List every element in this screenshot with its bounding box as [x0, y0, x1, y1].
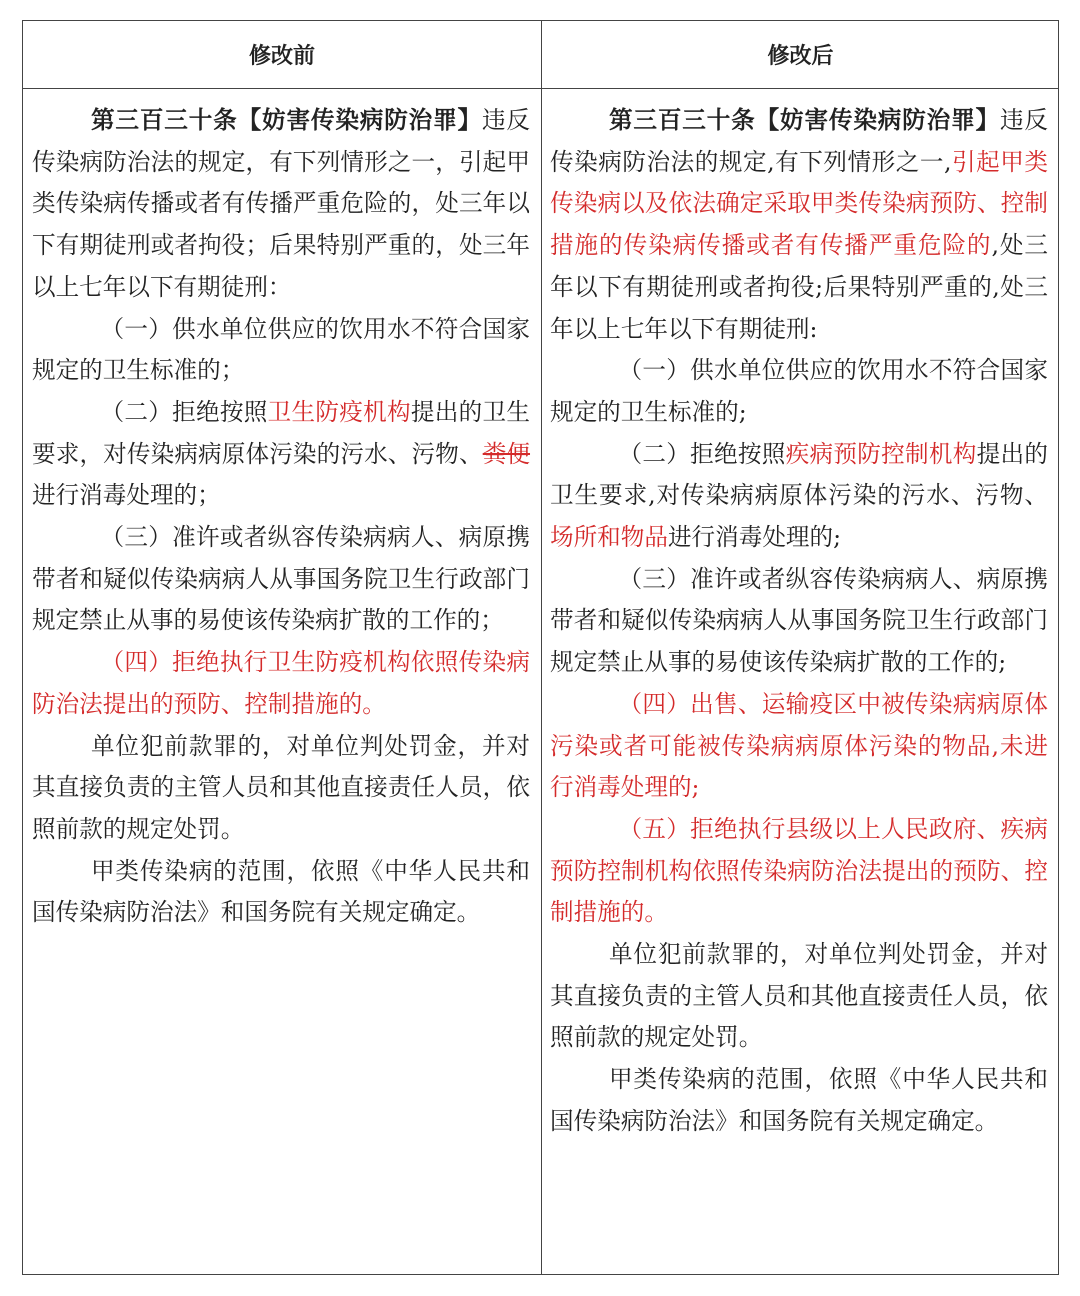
after-paragraph	[550, 809, 1048, 934]
article-title: 第三百三十条【妨害传染病防治罪】	[609, 106, 1000, 134]
header-after: 修改后	[767, 44, 834, 69]
after-paragraph	[550, 684, 1048, 809]
before-paragraph	[32, 851, 530, 934]
after-paragraph	[550, 434, 1048, 559]
text-segment: （三）准许或者纵容传染病病人、病原携带者和疑似传染病病人从事国务院卫生行政部门规定禁止从事的易使该传染病扩散的工作的;	[550, 564, 1048, 677]
amended-text: 疾病预防控制机构	[785, 439, 977, 468]
amended-text: 引起甲类传染病以及依法确定采取甲类传染病预防、控制措施的传染病传播或者有传播严重危险的	[550, 147, 1049, 260]
after-paragraph	[550, 350, 1048, 433]
after-paragraph	[550, 559, 1048, 684]
before-paragraph	[32, 392, 530, 517]
amended-text: （四）拒绝执行卫生防疫机构依照传染病防治法提出的预防、控制措施的。	[32, 648, 530, 718]
text-segment: （三）准许或者纵容传染病病人、病原携带者和疑似传染病病人从事国务院卫生行政部门规定禁止从事的易使该传染病扩散的工作的；	[32, 523, 530, 635]
header-before: 修改前	[23, 21, 542, 88]
amended-text: 卫生防疫机构	[267, 397, 411, 426]
amended-text: 场所和物品	[550, 523, 668, 552]
text-segment: 进行消毒处理的；	[32, 481, 221, 510]
after-paragraph	[550, 100, 1048, 350]
text-segment: 甲类传染病的范围，依照《中华人民共和国传染病防治法》和国务院有关规定确定。	[32, 856, 530, 927]
text-segment: ,处三年以下有期徒刑或者拘役;后果特别严重的,处三年以上七年以下有期徒刑:	[550, 231, 1049, 343]
before-paragraph	[32, 642, 530, 725]
text-segment: 进行消毒处理的;	[667, 523, 842, 552]
text-segment: 单位犯前款罪的，对单位判处罚金，并对其直接负责的主管人员和其他直接责任人员，依照前款的规定处罚。	[550, 940, 1048, 1052]
text-segment: （一）供水单位供应的饮用水不符合国家规定的卫生标准的;	[550, 356, 1048, 426]
amended-text: （五）拒绝执行县级以上人民政府、疾病预防控制机构依照传染病防治法提出的预防、控制措施的。	[550, 814, 1048, 927]
before-paragraph	[32, 309, 530, 392]
before-column	[32, 100, 530, 934]
after-column	[550, 100, 1048, 1143]
text-segment: （一）供水单位供应的饮用水不符合国家规定的卫生标准的；	[32, 314, 530, 385]
article-title: 第三百三十条【妨害传染病防治罪】	[91, 106, 482, 134]
column-divider	[541, 88, 542, 1274]
after-paragraph	[550, 1059, 1048, 1142]
before-paragraph	[32, 100, 530, 309]
text-segment: 违反传染病防治法的规定,有下列情形之一,	[550, 106, 1049, 176]
text-segment: （二）拒绝按照	[618, 439, 786, 468]
table-header-row	[23, 21, 1058, 89]
text-segment: 甲类传染病的范围，依照《中华人民共和国传染病防治法》和国务院有关规定确定。	[550, 1065, 1048, 1135]
before-paragraph	[32, 726, 530, 851]
text-segment: 单位犯前款罪的，对单位判处罚金，并对其直接负责的主管人员和其他直接责任人员，依照前款的规定处罚。	[32, 731, 530, 843]
after-paragraph	[550, 934, 1048, 1059]
text-segment: 提出的卫生要求，对传染病病原体污染的污水、污物、	[32, 397, 531, 468]
text-segment: （二）拒绝按照	[100, 397, 268, 426]
text-segment: 违反传染病防治法的规定，有下列情形之一，引起甲类传染病传播或者有传播严重危险的，处三年以下有期徒刑或者拘役；后果特别严重的，处三年以上七年以下有期徒刑：	[32, 106, 531, 301]
deleted-text: 粪便	[482, 439, 531, 468]
before-paragraph	[32, 517, 530, 642]
amended-text: （四）出售、运输疫区中被传染病病原体污染或者可能被传染病病原体污染的物品,未进行消毒处理的;	[550, 689, 1048, 802]
text-segment: 提出的卫生要求,对传染病病原体污染的污水、污物、	[550, 439, 1049, 510]
comparison-table	[22, 20, 1059, 1275]
